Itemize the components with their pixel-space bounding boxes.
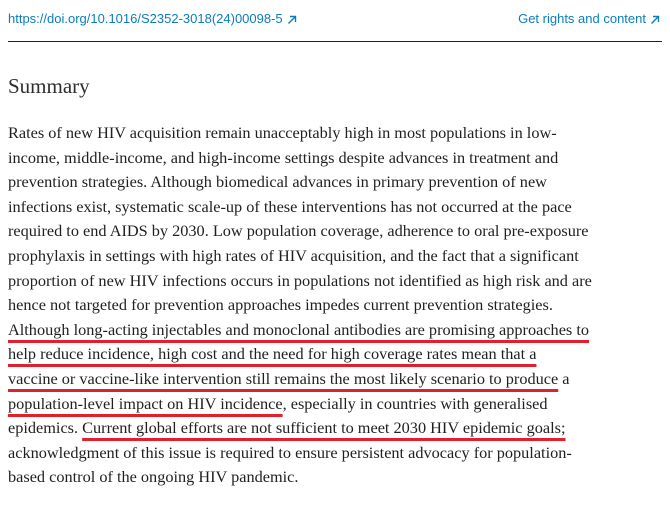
summary-heading: Summary xyxy=(8,74,90,98)
summary-text: infections exist, systematic scale-up of these interventions has not occurred at the pace xyxy=(8,196,572,216)
summary-line xyxy=(8,170,666,195)
summary-text: acknowledgment of this issue is required to ensure persistent advocacy for population- xyxy=(8,442,572,462)
summary-text: prophylaxis in settings with high rates of HIV acquisition, and the fact that a significant xyxy=(8,245,579,265)
summary-text: Rates of new HIV acquisition remain unacceptably high in most populations in low- xyxy=(8,123,557,142)
get-rights-link-text: Get rights and content xyxy=(518,11,646,26)
summary-text: based control of the ongoing HIV pandemic. xyxy=(8,467,299,487)
summary-text: prevention strategies. Although biomedical advances in primary prevention of new xyxy=(8,172,547,192)
summary-line xyxy=(8,121,666,146)
doi-link[interactable] xyxy=(8,11,297,26)
highlighted-text: population-level impact on HIV incidence xyxy=(8,393,283,413)
highlighted-text: vaccine or vaccine-like intervention still remains the most likely scenario to produce xyxy=(8,368,559,388)
external-arrow-icon xyxy=(287,15,297,25)
summary-line xyxy=(8,293,666,318)
summary-line xyxy=(8,195,666,220)
summary-paragraph xyxy=(8,121,666,490)
header-divider xyxy=(8,41,662,42)
summary-line xyxy=(8,269,666,294)
summary-text: a xyxy=(558,368,570,388)
summary-text: required to end AIDS by 2030. Low population coverage, adherence to oral pre-exposure xyxy=(8,221,589,241)
summary-line xyxy=(8,244,666,269)
summary-text: proportion of new HIV infections occurs in populations not identified as high risk and are xyxy=(8,270,592,290)
highlighted-text: help reduce incidence, high cost and the need for high coverage rates mean that a xyxy=(8,344,537,364)
summary-text: epidemics. xyxy=(8,418,83,438)
summary-line xyxy=(8,146,666,171)
external-arrow-icon xyxy=(650,15,660,25)
summary-text: hence not targeted for prevention approaches impedes current prevention strategies. xyxy=(8,295,553,315)
summary-text: , especially in countries with generalised xyxy=(282,393,548,413)
summary-line xyxy=(8,392,666,417)
get-rights-link[interactable] xyxy=(518,11,660,26)
highlighted-text: Current global efforts are not sufficient to meet 2030 HIV epidemic goals; xyxy=(82,418,566,438)
summary-text: income, middle-income, and high-income settings despite advances in treatment and xyxy=(8,147,559,167)
summary-line xyxy=(8,367,666,392)
summary-line xyxy=(8,342,666,367)
summary-line xyxy=(8,219,666,244)
summary-line xyxy=(8,441,666,466)
article-link-bar xyxy=(0,0,670,40)
summary-line xyxy=(8,416,666,441)
summary-line xyxy=(8,318,666,343)
summary-line xyxy=(8,465,666,490)
highlighted-text: Although long-acting injectables and monoclonal antibodies are promising approaches to xyxy=(8,319,589,339)
doi-link-text: https://doi.org/10.1016/S2352-3018(24)00098-5 xyxy=(8,11,283,26)
